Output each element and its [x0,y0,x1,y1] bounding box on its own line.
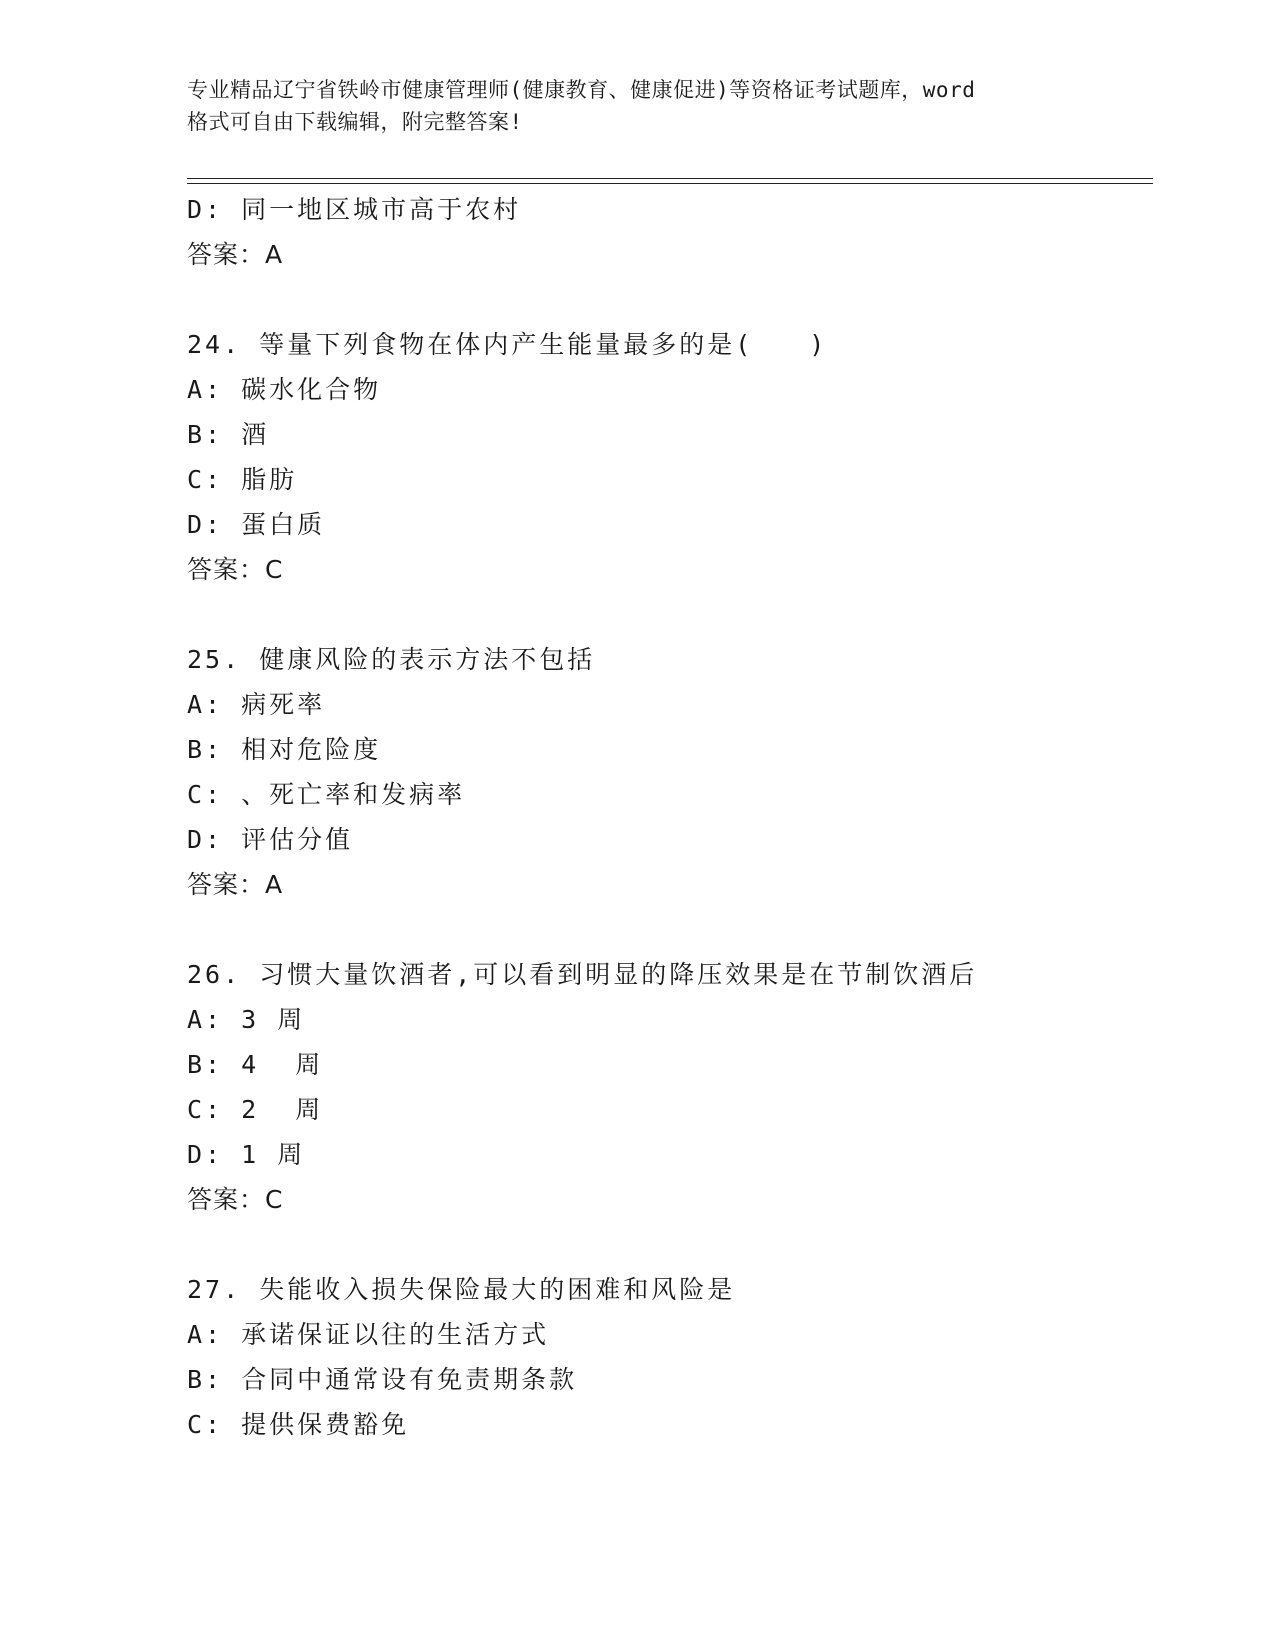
header-line-1: 专业精品辽宁省铁岭市健康管理师(健康教育、健康促进)等资格证考试题库，word [187,78,976,102]
q23-answer: 答案：A [187,240,284,269]
q24-answer: 答案：C [187,555,284,584]
q25-option-a: A: 病死率 [187,690,326,719]
q25-answer: 答案：A [187,870,284,899]
header-rule-bottom [187,183,1153,184]
document-header [187,74,1087,138]
q23-option-d: D: 同一地区城市高于农村 [187,195,522,224]
q26-option-c: C: 2 周 [187,1095,324,1124]
header-rule-top [187,178,1153,179]
q25-option-c: C: 、死亡率和发病率 [187,780,466,809]
q26-question: 26. 习惯大量饮酒者,可以看到明显的降压效果是在节制饮酒后 [187,960,978,989]
header-line-2: 格式可自由下载编辑，附完整答案! [187,110,523,134]
q24-question: 24. 等量下列食物在体内产生能量最多的是( ) [187,330,828,359]
q27-question: 27. 失能收入损失保险最大的困难和风险是 [187,1275,736,1304]
q24-option-a: A: 碳水化合物 [187,375,382,404]
q25-option-d: D: 评估分值 [187,825,354,854]
q26-option-a: A: 3 周 [187,1005,306,1034]
q26-option-b: B: 4 周 [187,1050,324,1079]
q26-option-d: D: 1 周 [187,1140,306,1169]
q24-option-d: D: 蛋白质 [187,510,326,539]
q27-option-a: A: 承诺保证以往的生活方式 [187,1320,550,1349]
q27-option-c: C: 提供保费豁免 [187,1410,410,1439]
q24-option-b: B: 酒 [187,420,270,449]
q26-answer: 答案：C [187,1185,284,1214]
q24-option-c: C: 脂肪 [187,465,298,494]
q27-option-b: B: 合同中通常设有免责期条款 [187,1365,578,1394]
q25-option-b: B: 相对危险度 [187,735,382,764]
q25-question: 25. 健康风险的表示方法不包括 [187,645,596,674]
